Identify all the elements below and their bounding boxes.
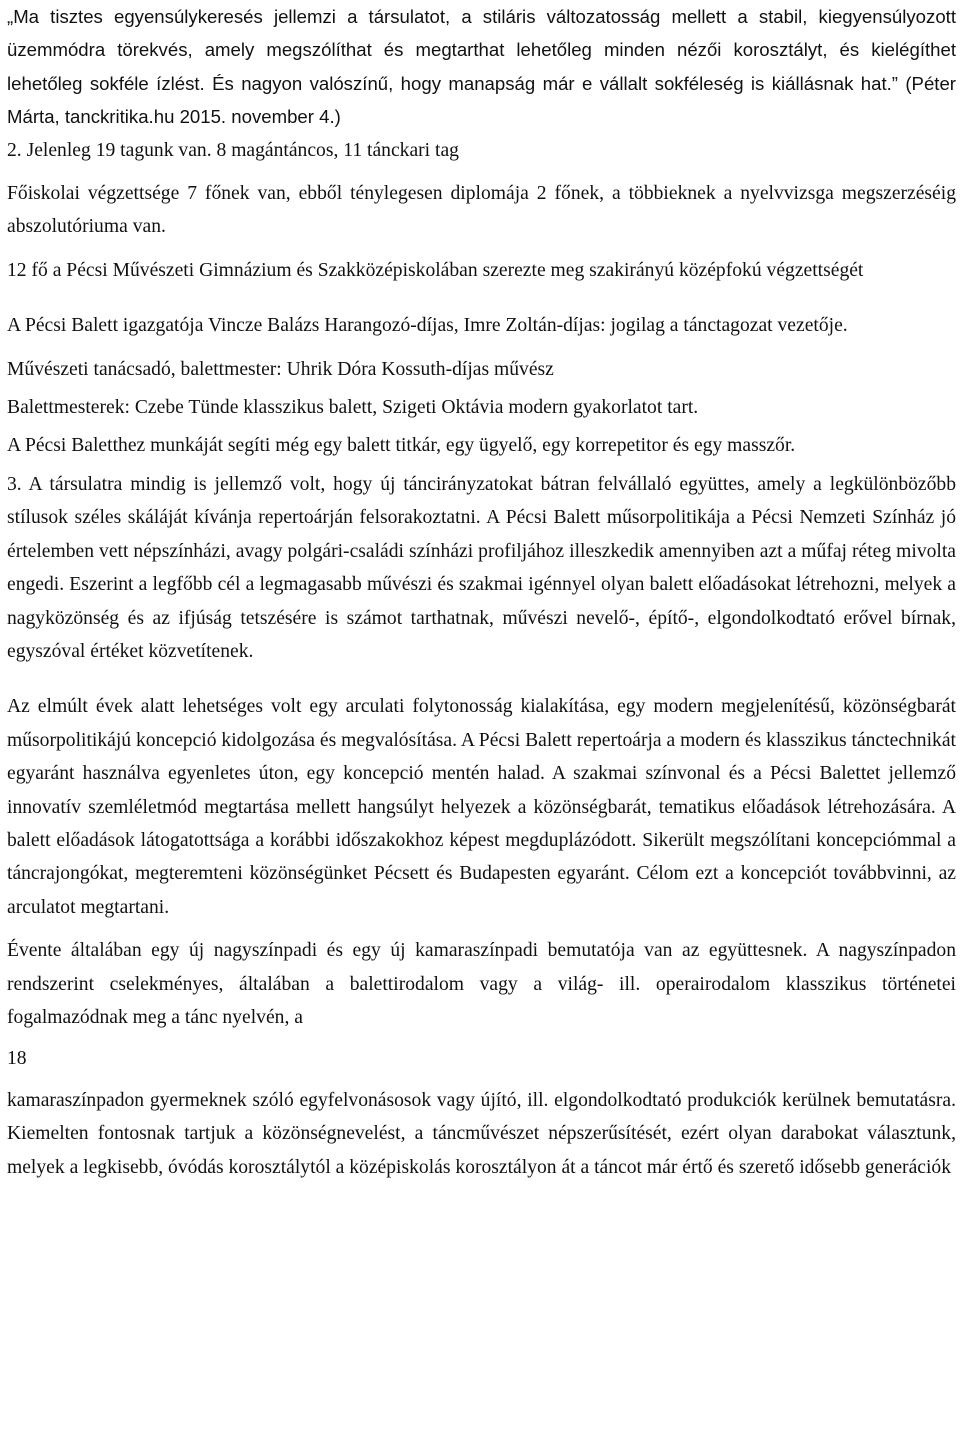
advisor-line: Művészeti tanácsadó, balettmester: Uhrik Dóra Kossuth-díjas művész [7,358,554,380]
college-paragraph: Főiskolai végzettsége 7 főnek van, ebből ténylegesen diplomája 2 főnek, a többieknek a nyelvvizsga megszerzéséig abszolutóriuma van. [7,183,956,238]
staff-paragraph: A Pécsi Baletthez munkáját segíti még egy balett titkár, egy ügyelő, egy korrepetitor és egy masszőr. [7,435,796,457]
document-page [7,0,956,1184]
annual-premieres-paragraph: Évente általában egy új nagyszínpadi és egy új kamaraszínpadi bemutatója van az együttesnek. A nagyszínpadon rendszerint cselekményes, általában a balettirodalom vagy a világ- ill. operairodalom klasszikus történetei fogalmazódnak meg a tánc nyelvén, a [7,940,956,1028]
continuation-paragraph: kamaraszínpadon gyermeknek szóló egyfelvonásosok vagy újító, ill. elgondolkodtató produkciók kerülnek bemutatásra. Kiemelten fontosnak tartjuk a közönségnevelést, a táncművészet népszerűsítését, ezért olyan darabokat választunk, melyek a legkisebb, óvódás korosztálytól a középiskolás korosztályon át a táncot már értő és szerető idősebb generációk [7,1089,956,1178]
recent-years-paragraph: Az elmúlt évek alatt lehetséges volt egy arculati folytonosság kialakítása, egy modern megjelenítésű, közönségbarát műsorpolitikájú koncepció kidolgozása és megvalósítása. A Pécsi Balett repertoárja a modern és klasszikus tánctechnikát egyaránt használva egyenletes úton, egy koncepció mentén halad. A szakmai színvonal és a Pécsi Balettet jellemző innovatív szemléletmód megtartása mellett hangsúlyt helyezek a közönségbarát, tematikus előadások létrehozására. A balett előadások látogatottsága a korábbi időszakokhoz képest megduplázódott. Sikerült megszólítani koncepciómmal a táncrajongókat, megteremteni közönségünket Pécsett és Budapesten egyaránt. Célom ezt a koncepciót továbbvinni, az arculatot megtartani. [7,696,956,918]
members-line: 2. Jelenleg 19 tagunk van. 8 magántáncos, 11 tánckari tag [7,139,459,161]
gymnasium-paragraph: 12 fő a Pécsi Művészeti Gimnázium és Szakközépiskolában szerezte meg szakirányú középfokú végzettségét [7,259,864,281]
quote-paragraph: „Ma tisztes egyensúlykeresés jellemzi a társulatot, a stiláris változatosság mellett a stabil, kiegyensúlyozott üzemmódra törekvés, amely megszólíthat és megtarthat lehetőleg minden nézői korosztályt, és kielégíthet lehetőleg sokféle ízlést. És nagyon valószínű, hogy manapság már e vállalt sokféleség is kiállásnak hat.” (Péter Márta, tanckritika.hu 2015. november 4.) [7,6,956,128]
section-3-paragraph: 3. A társulatra mindig is jellemző volt, hogy új táncirányzatokat bátran felvállaló együttes, amely a legkülönbözőbb stílusok széles skáláját kívánja repertoárján felsorakoztatni. A Pécsi Balett műsorpolitikája a Pécsi Nemzeti Színház jó értelemben vett népszínházi, avagy polgári-családi színházi profiljához illeszkedik amennyiben azt a műfaj réteg mivolta engedi. Eszerint a legfőbb cél a legmagasabb művészi és szakmai igénnyel olyan balett előadásokat létrehozni, melyek a nagyközönség és az ifjúság tetszésére is számot tarthatnak, művészi nevelő-, építő-, elgondolkodtató erővel bírnak, egyszóval értéket közvetítenek. [7,473,956,662]
page-number: 18 [7,1048,27,1070]
masters-line: Balettmesterek: Czebe Tünde klasszikus balett, Szigeti Oktávia modern gyakorlatot tart. [7,397,699,419]
director-paragraph: A Pécsi Balett igazgatója Vincze Balázs Harangozó-díjas, Imre Zoltán-díjas: jogilag a tánctagozat vezetője. [7,315,848,337]
